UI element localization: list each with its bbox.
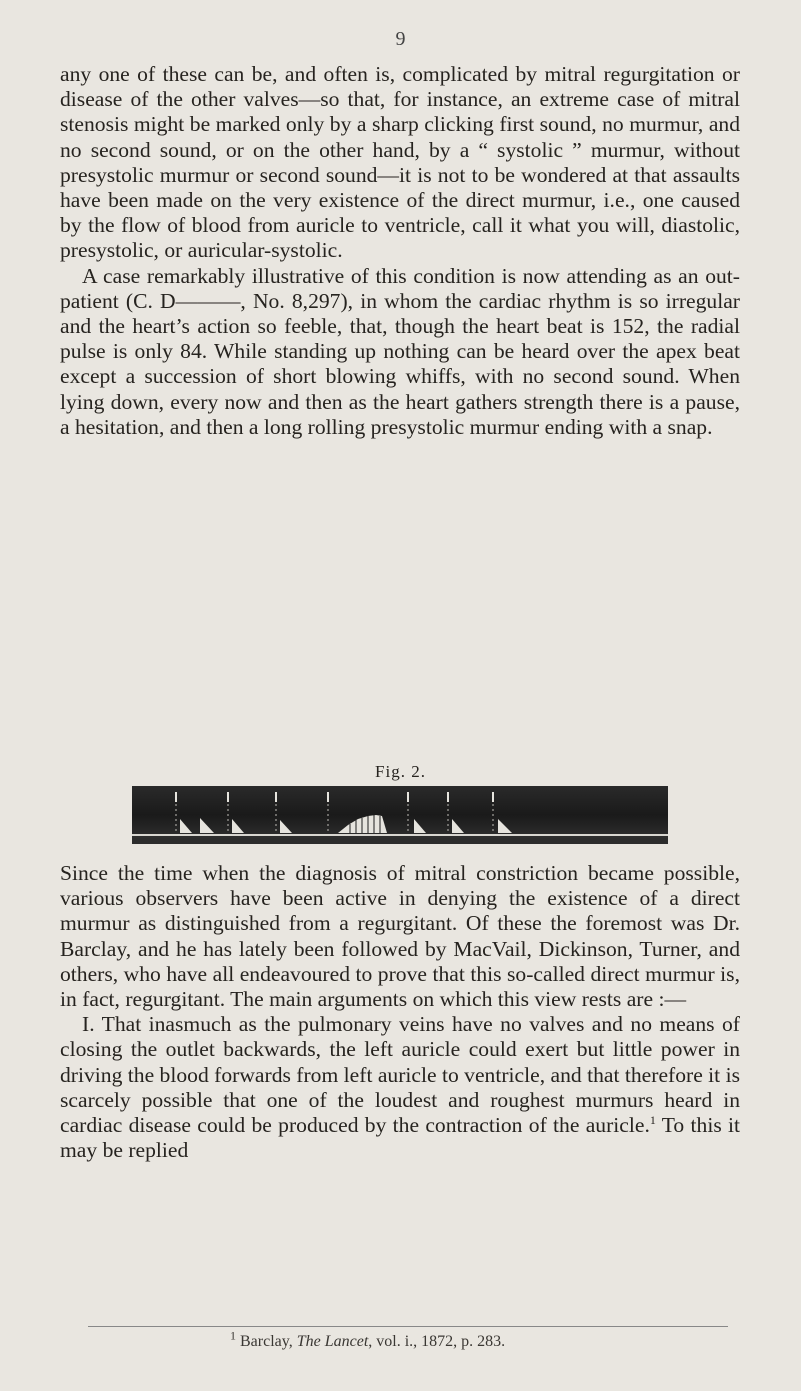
footnote-author: Barclay,	[236, 1333, 297, 1350]
paragraph: Since the time when the diagnosis of mitral constriction became possible, various observers have been active in denying the existence of a direct murmur as distinguished from a regurgitant. Of these the foremost was Dr. Barclay, and he has lately been followed by MacVail, Dickinson, Turner, and others, who have all endeavoured to prove that this so-called direct murmur is, in fact, regurgitant. The main arguments on which this view rests are :—	[60, 861, 740, 1012]
footnote-reference: 1	[649, 1112, 656, 1127]
body-text-top	[60, 62, 740, 440]
paragraph-text-tail: To this it may be replied	[60, 1113, 741, 1163]
footnote-details: , vol. i., 1872, p. 283.	[368, 1333, 506, 1350]
figure-caption: Fig. 2.	[375, 762, 426, 781]
footnote	[230, 1328, 750, 1351]
figure-2-sound-tracing	[132, 786, 668, 844]
paragraph-text: I. That inasmuch as the pulmonary veins have no valves and no means of closing the outlet backwards, the left auricle could exert but little power in driving the blood forwards from left auricle to ventricle, and that therefore it is scarcely possible that one of the loudest and roughest murmurs heard in cardiac disease could be produced by the contraction of the auricle.	[60, 1012, 740, 1138]
paragraph: any one of these can be, and often is, complicated by mitral regurgitation or disease of the other valves—so that, for instance, an extreme case of mitral stenosis might be marked only by a sharp clicking first sound, no murmur, and no second sound, or on the other hand, by a “ systolic ” murmur, without presystolic murmur or second sound—it is not to be wondered at that assaults have been made on the very existence of the direct murmur, i.e., one caused by the flow of blood from auricle to ventricle, call it what you will, diastolic, presystolic, or auricular-systolic.	[60, 62, 740, 263]
body-text-bottom	[60, 861, 740, 1163]
page-number: 9	[395, 28, 406, 50]
footnote-divider	[88, 1326, 728, 1327]
footnote-journal: The Lancet	[296, 1333, 369, 1350]
footnote-marker: 1	[230, 1328, 236, 1343]
paragraph: A case remarkably illustrative of this condition is now attending as an out-patient (C. D———, No. 8,297), in whom the cardiac rhythm is so irregular and the heart’s action so feeble, that, though the heart beat is 152, the radial pulse is only 84. While standing up nothing can be heard over the apex beat except a succession of short blowing whiffs, with no second sound. When lying down, every now and then as the heart gathers strength there is a pause, a hesitation, and then a long rolling presystolic murmur ending with a snap.	[60, 263, 740, 439]
paragraph	[60, 1012, 740, 1163]
